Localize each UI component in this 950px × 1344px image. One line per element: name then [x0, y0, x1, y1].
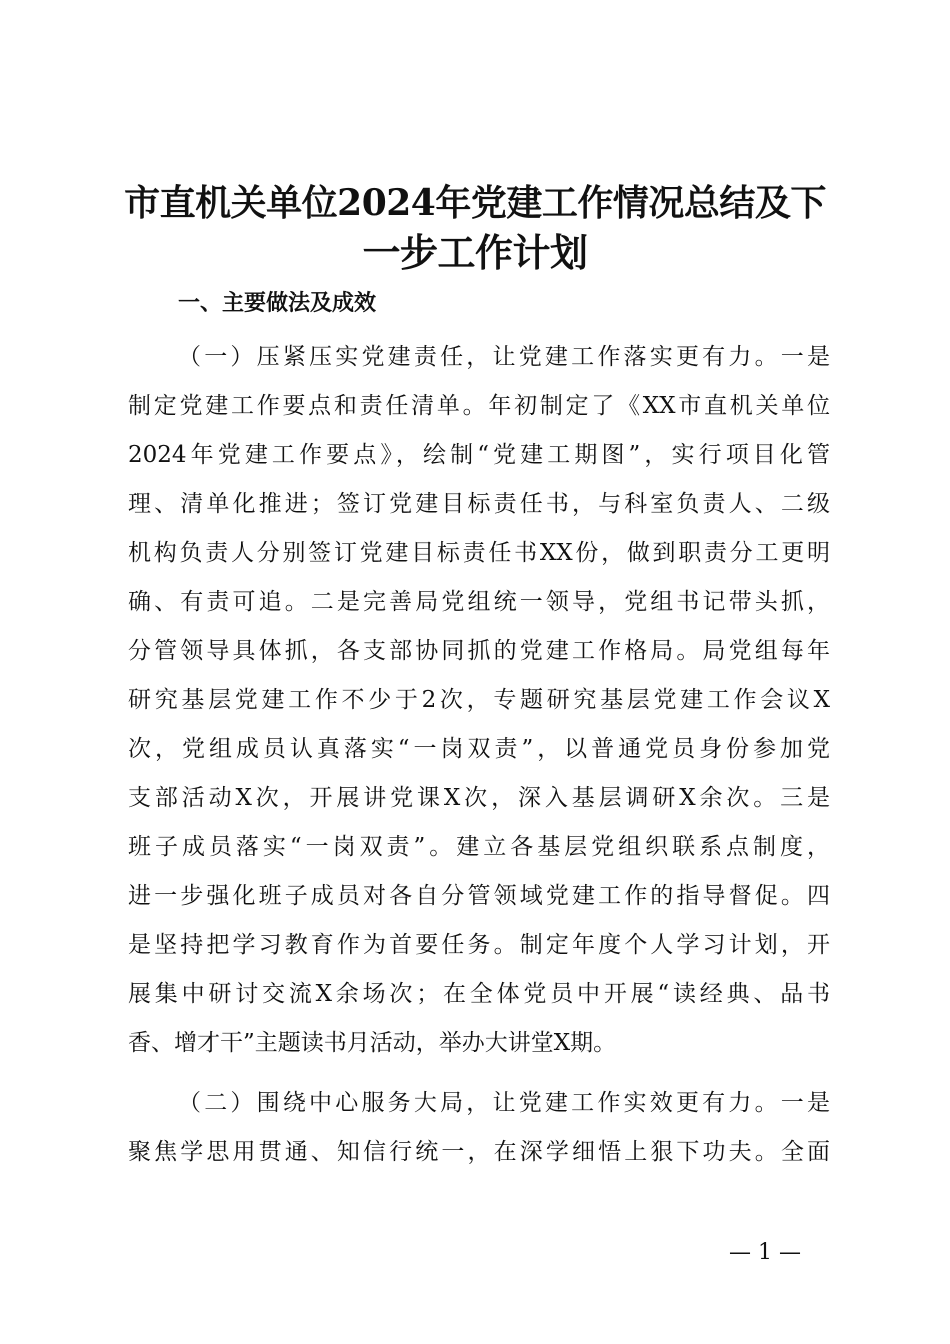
text-line: 香、增才干”主题读书月活动，举办大讲堂X期。 [128, 1030, 617, 1056]
text-line: 机构负责人分别签订党建目标责任书XX份，做到职责分工更明 [128, 540, 830, 566]
paragraph-2 [128, 1079, 830, 1177]
text-line: 制定党建工作要点和责任清单。年初制定了《XX市直机关单位 [128, 393, 830, 419]
text-line: 是坚持把学习教育作为首要任务。制定年度个人学习计划，开 [128, 932, 830, 958]
text-line: 聚焦学思用贯通、知信行统一，在深学细悟上狠下功夫。全面 [128, 1139, 830, 1165]
title-line: 一步工作计划 [362, 230, 588, 275]
text-line: 次，党组成员认真落实“一岗双责”，以普通党员身份参加党 [128, 736, 830, 762]
paragraph-1 [128, 333, 830, 1068]
title-line: 市直机关单位2024年党建工作情况总结及下 [124, 182, 826, 224]
text-line: （二）围绕中心服务大局，让党建工作实效更有力。一是 [178, 1090, 830, 1116]
document-title [120, 178, 830, 278]
section-heading: 一、主要做法及成效 [178, 291, 377, 316]
text-line: 确、有责可追。二是完善局党组统一领导，党组书记带头抓， [128, 589, 830, 615]
page-number: — 1 — [729, 1240, 801, 1265]
text-line: 班子成员落实“一岗双责”。建立各基层党组织联系点制度， [128, 834, 830, 860]
text-line: 支部活动X次，开展讲党课X次，深入基层调研X余次。三是 [128, 785, 830, 811]
text-line: 2024年党建工作要点》，绘制“党建工期图”，实行项目化管 [128, 442, 830, 468]
text-line: 展集中研讨交流X余场次；在全体党员中开展“读经典、品书 [128, 981, 830, 1007]
text-line: 研究基层党建工作不少于2次，专题研究基层党建工作会议X [128, 687, 830, 713]
text-line: 分管领导具体抓，各支部协同抓的党建工作格局。局党组每年 [128, 638, 830, 664]
text-line: （一）压紧压实党建责任，让党建工作落实更有力。一是 [178, 344, 830, 370]
text-line: 进一步强化班子成员对各自分管领域党建工作的指导督促。四 [128, 883, 830, 909]
text-line: 理、清单化推进；签订党建目标责任书，与科室负责人、二级 [128, 491, 830, 517]
